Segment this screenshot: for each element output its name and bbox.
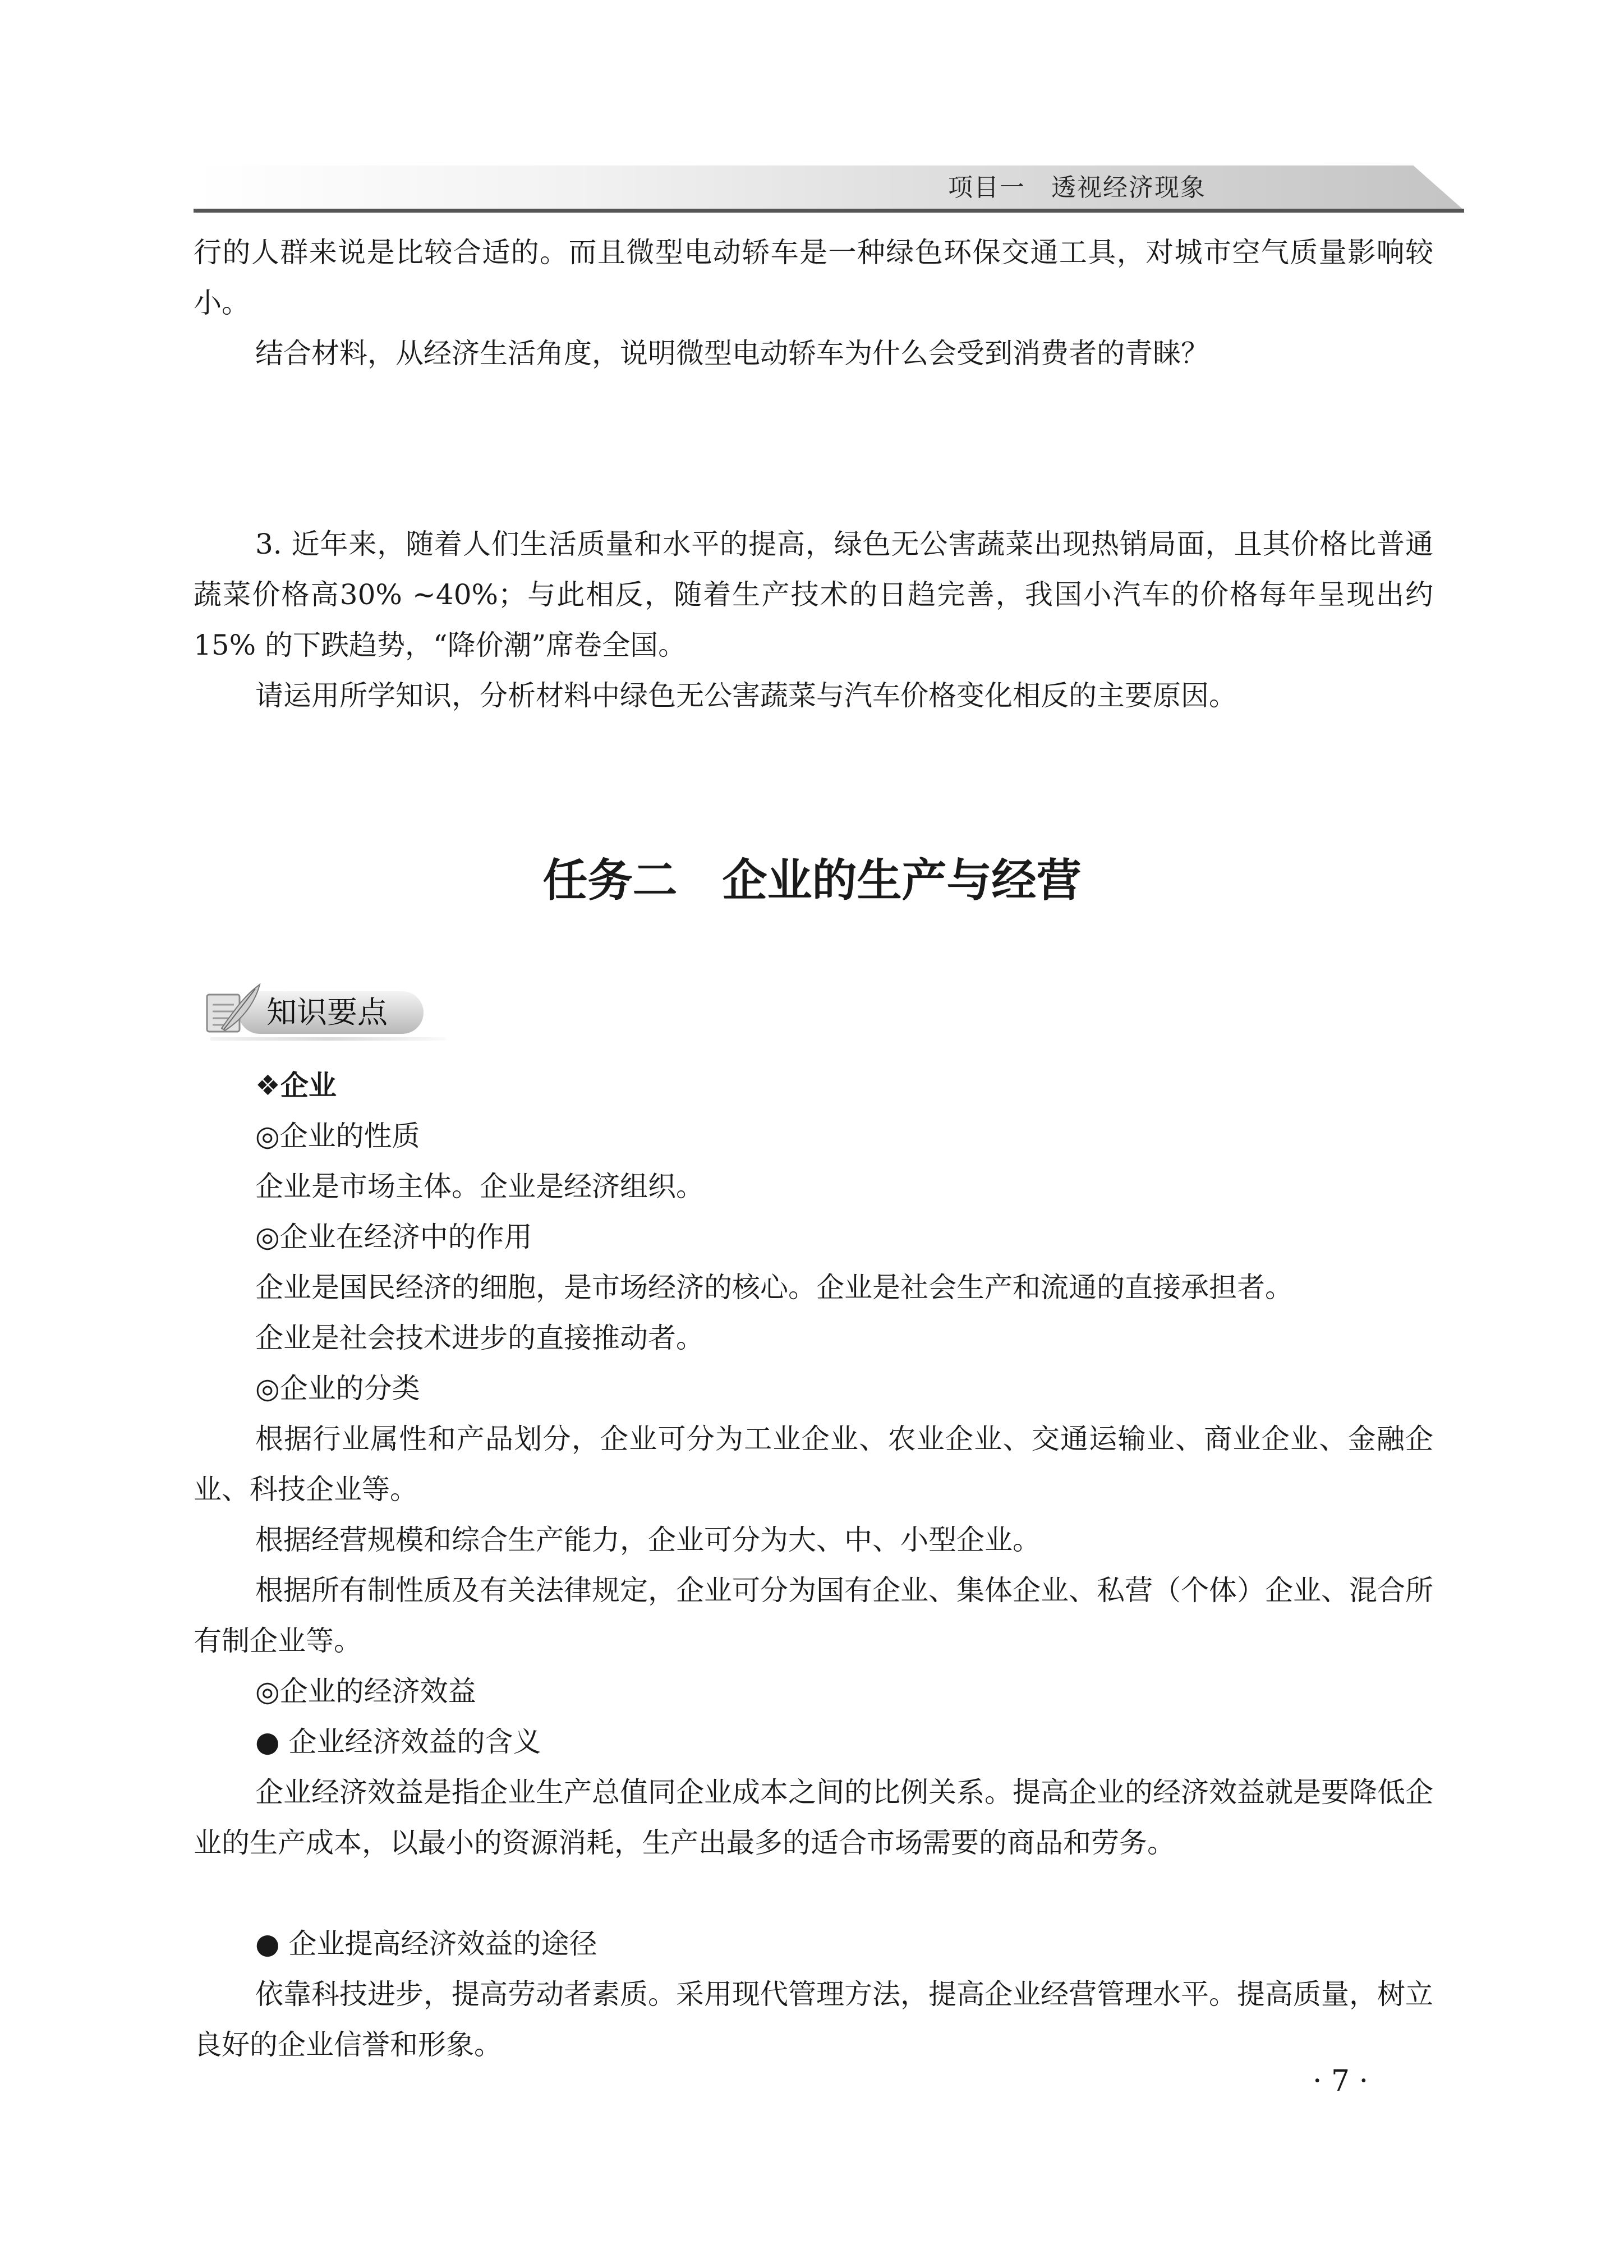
- subheading-nature: ◎企业的性质: [255, 1120, 420, 1152]
- task-title: 任务二 企业的生产与经营: [542, 854, 1082, 907]
- running-header-rule: [194, 209, 1464, 213]
- nature-text: 企业是市场主体。企业是经济组织。: [255, 1170, 704, 1203]
- exercise-3-question: 请运用所学知识，分析材料中绿色无公害蔬菜与汽车价格变化相反的主要原因。: [255, 679, 1237, 712]
- exercise-2-text-end: 行的人群来说是比较合适的。而且微型电动轿车是一种绿色环保交通工具，对城市空气质量影响较小。: [194, 236, 1433, 319]
- running-header-title: 项目一 透视经济现象: [948, 173, 1206, 202]
- notebook-quill-icon: [199, 979, 266, 1041]
- bullet-efficiency-meaning: ● 企业经济效益的含义: [255, 1726, 541, 1758]
- classification-text-1: 根据行业属性和产品划分，企业可分为工业企业、农业企业、交通运输业、商业企业、金融企业、科技企业等。: [194, 1423, 1433, 1506]
- classification-text-2: 根据经营规模和综合生产能力，企业可分为大、中、小型企业。: [255, 1524, 1041, 1556]
- classification-text-3: 根据所有制性质及有关法律规定，企业可分为国有企业、集体企业、私营（个体）企业、混合所有制企业等。: [194, 1574, 1433, 1657]
- subheading-efficiency: ◎企业的经济效益: [255, 1675, 476, 1708]
- badge-underline: [210, 1037, 446, 1041]
- role-text-2: 企业是社会技术进步的直接推动者。: [255, 1322, 704, 1354]
- efficiency-ways-text: 依靠科技进步，提高劳动者素质。采用现代管理方法，提高企业经营管理水平。提高质量，树立良好的企业信誉和形象。: [194, 1978, 1433, 2061]
- running-header-band: [194, 165, 1464, 210]
- subheading-role: ◎企业在经济中的作用: [255, 1221, 532, 1253]
- efficiency-meaning-text: 企业经济效益是指企业生产总值同企业成本之间的比例关系。提高企业的经济效益就是要降低企业的生产成本，以最小的资源消耗，生产出最多的适合市场需要的商品和劳务。: [194, 1776, 1433, 1859]
- exercise-3-text: 3. 近年来，随着人们生活质量和水平的提高，绿色无公害蔬菜出现热销局面，且其价格比普通蔬菜价格高30% ~40%；与此相反，随着生产技术的日趋完善，我国小汽车的价格每年呈现出约 15% 的下跌趋势，“降价潮”席卷全国。: [194, 528, 1433, 661]
- knowledge-points-badge: [199, 979, 424, 1041]
- bullet-efficiency-ways: ● 企业提高经济效益的途径: [255, 1927, 597, 1960]
- exercise-2-question: 结合材料，从经济生活角度，说明微型电动轿车为什么会受到消费者的青睐？: [255, 337, 1209, 370]
- subheading-classification: ◎企业的分类: [255, 1372, 420, 1405]
- badge-label: 知识要点: [266, 995, 388, 1030]
- role-text-1: 企业是国民经济的细胞，是市场经济的核心。企业是社会生产和流通的直接承担者。: [255, 1271, 1293, 1304]
- section-heading-enterprise: ❖企业: [255, 1069, 337, 1102]
- page-number: · 7 ·: [1313, 2064, 1369, 2098]
